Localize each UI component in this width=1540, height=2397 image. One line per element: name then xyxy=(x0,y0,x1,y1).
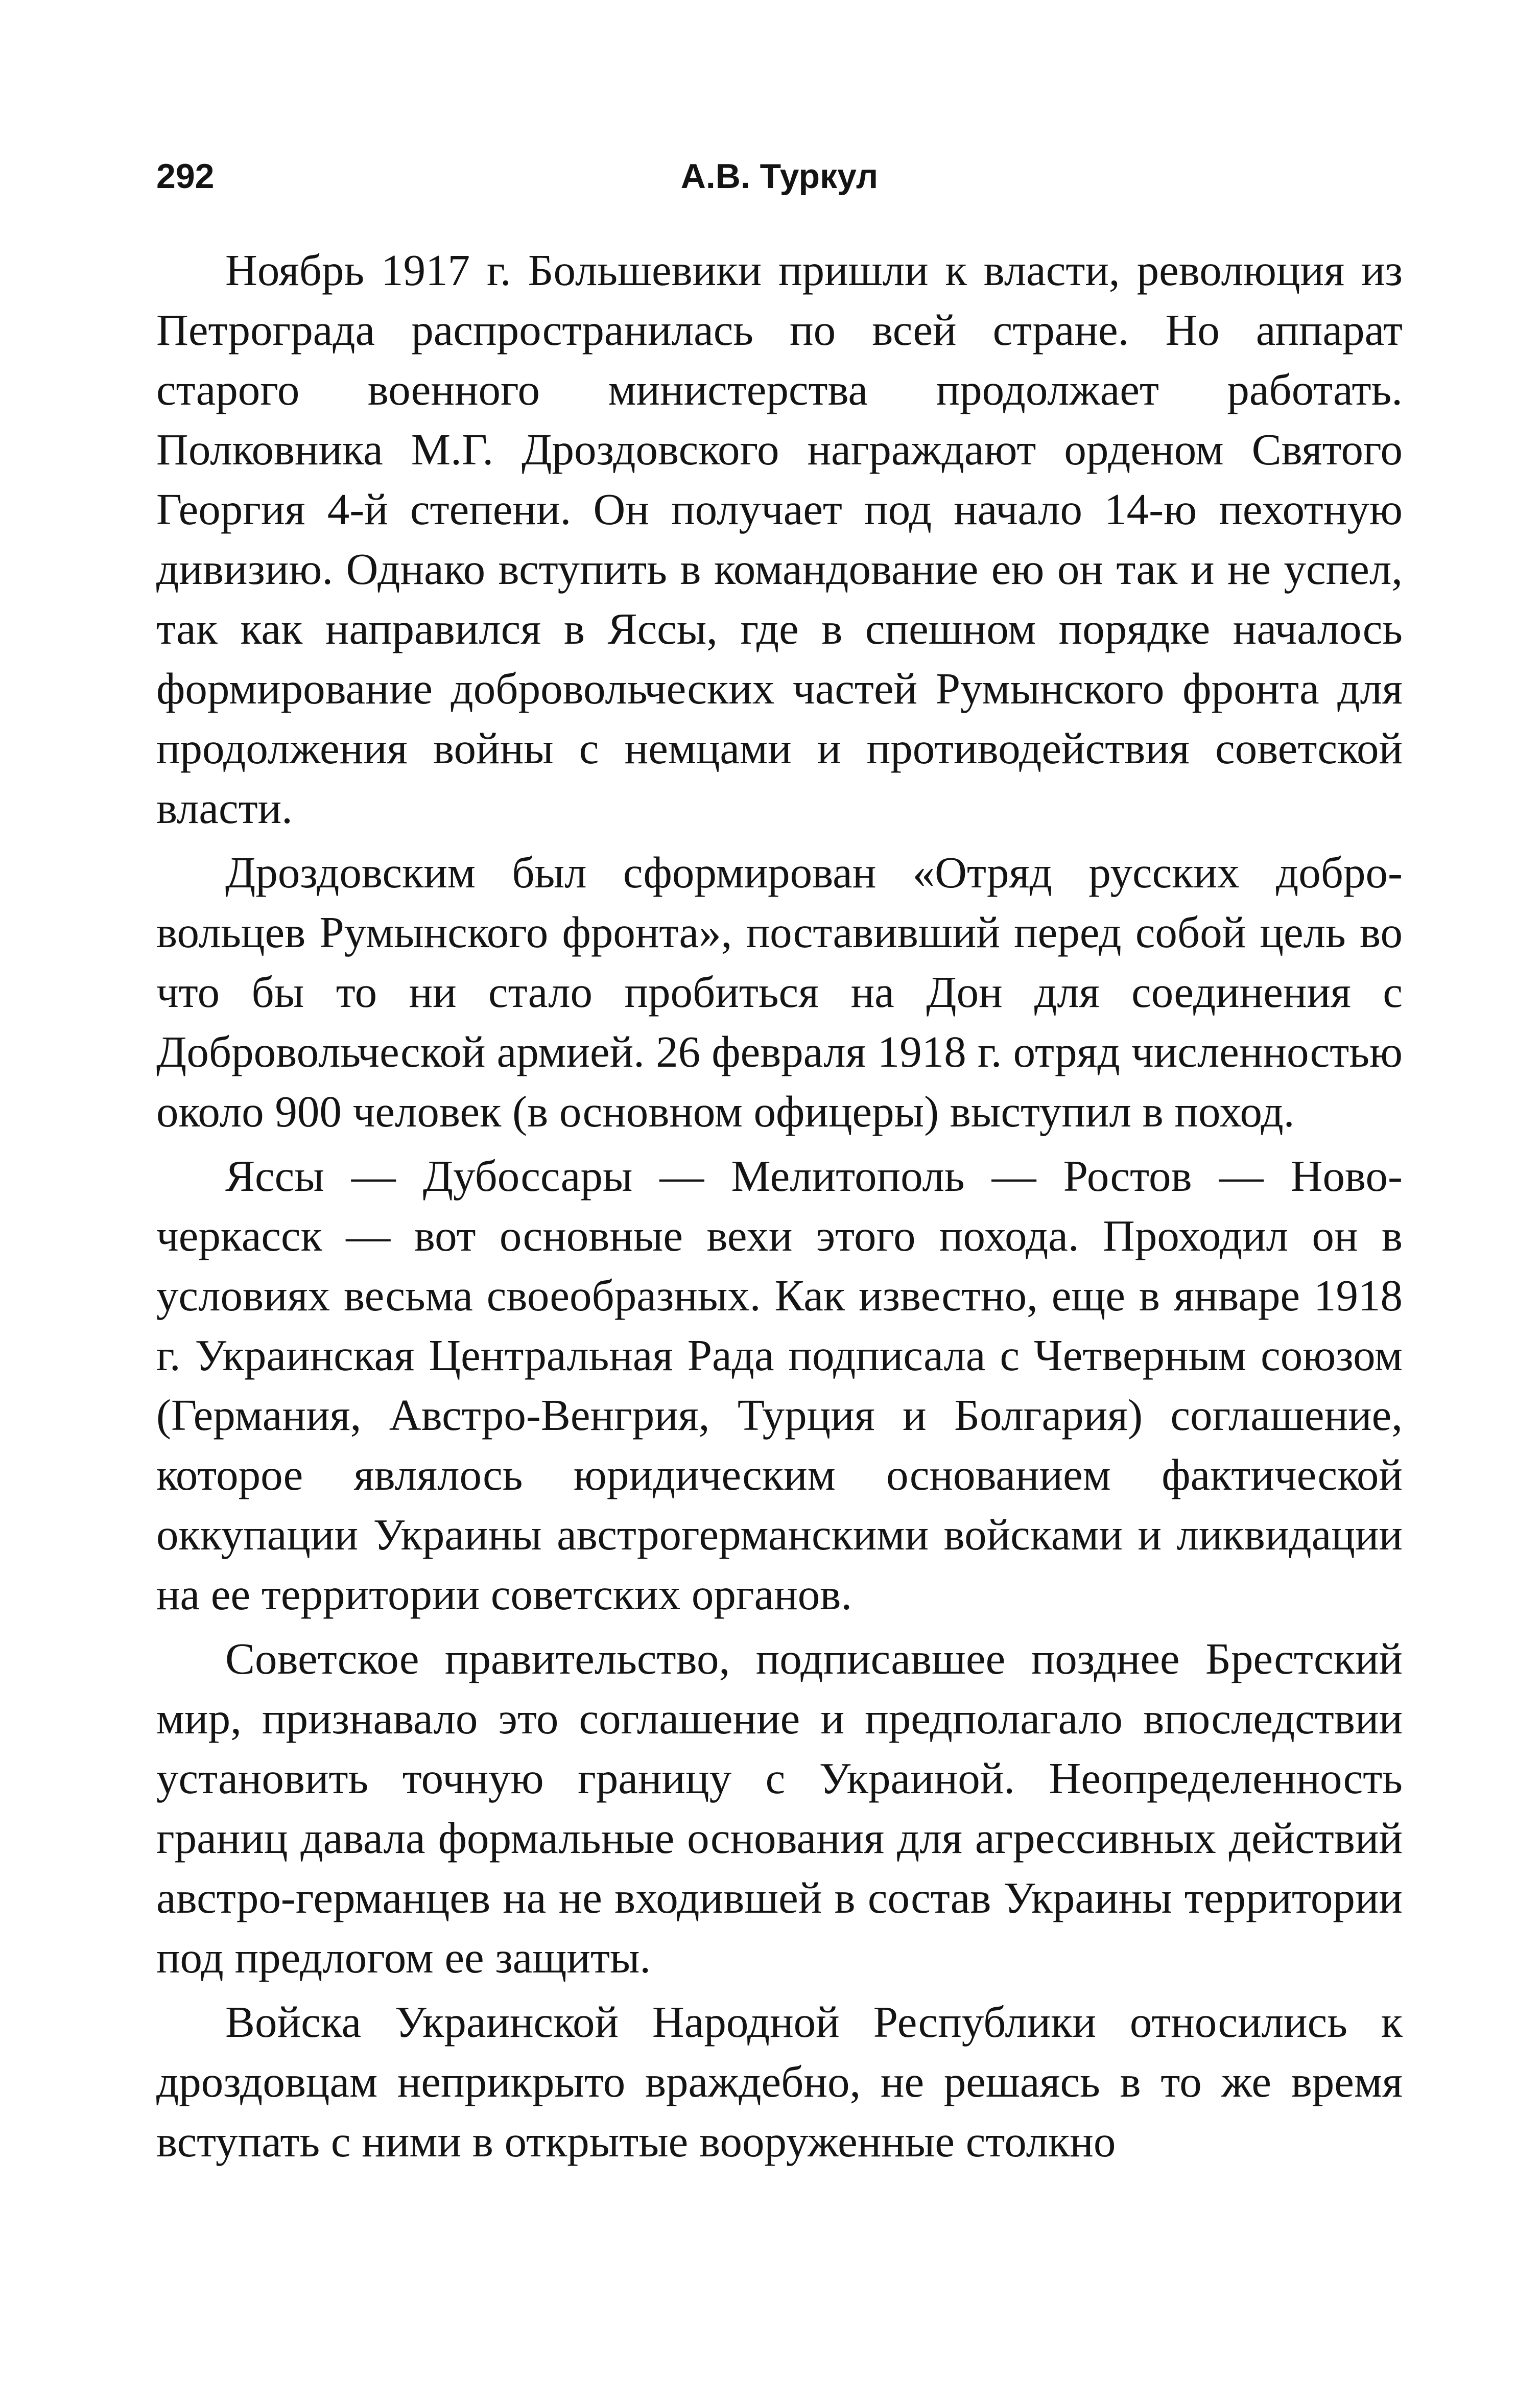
paragraph: Ноябрь 1917 г. Большевики пришли к власти, революция из Петрограда распространилась по всей стране. Но аппарат старого военного министерства продолжает работать. Полковника М.Г. Дроздовского награждают орденом Святого Георгия 4-й степени. Он получает под начало 14-ю пехотную дивизию. Однако вступить в командование ею он так и не успел, так как направился в Яссы, где в спешном порядке началось формирование добровольческих частей Румынского фронта для продолжения войны с немцами и противодействия советской власти. xyxy=(156,245,1403,833)
paragraph: Яссы — Дубоссары — Мелитополь — Ростов — Новочеркасск — вот основные вехи этого похода. Проходил он в условиях весьма своеобразных. Как известно, еще в январе 1918 г. Украинская Центральная Рада подписала с Четверным союзом (Германия, Австро-Венгрия, Турция и Болгария) соглашение, которое являлось юридическим основанием фактической оккупации Украины австрогерманскими войсками и ликвидации на ее территории советских органов. xyxy=(156,1151,1403,1619)
page-number: 292 xyxy=(156,157,215,196)
body-text xyxy=(156,240,1403,2176)
paragraph: Советское правительство, подписавшее позднее Брестский мир, признавало это соглашение и предполагало впоследствии установить точную границу с Украиной. Неопределенность границ давала формальные основания для агрессивных действий австро-германцев на не входившей в состав Украины территории под предлогом ее защиты. xyxy=(156,1634,1403,1982)
paragraph: Дроздовским был сформирован «Отряд русских добровольцев Румынского фронта», поставивший перед собой цель во что бы то ни стало пробиться на Дон для соединения с Добровольческой армией. 26 февраля 1918 г. отряд численностью около 900 человек (в основном офицеры) выступил в поход. xyxy=(156,848,1403,1136)
running-head xyxy=(156,148,1403,204)
paragraph: Войска Украинской Народной Республики относились к дроздовцам неприкрыто враждебно, не решаясь в то же время вступать с ними в открытые вооруженные столкно xyxy=(156,1997,1403,2166)
running-head-author: А.В. Туркул xyxy=(680,157,879,196)
